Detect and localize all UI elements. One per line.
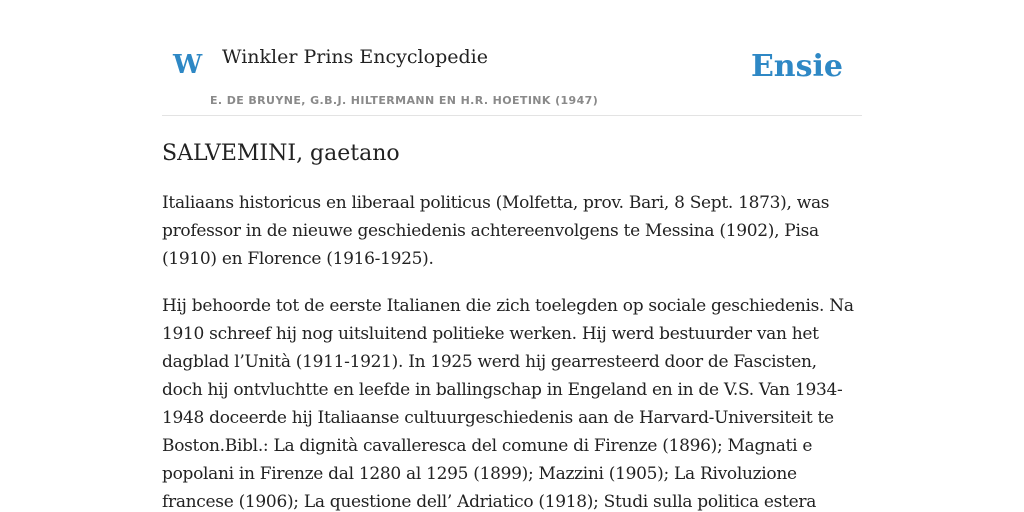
entry-content [162,140,862,512]
winkler-prins-logo-link[interactable]: W [173,50,203,80]
encyclopedia-authors: E. DE BRUYNE, G.B.J. HILTERMANN EN H.R. HOETINK (1947) [210,94,599,107]
encyclopedia-header [162,0,862,116]
entry-paragraph-1: Italiaans historicus en liberaal politicus (Molfetta, prov. Bari, 8 Sept. 1873), was professor in de nieuwe geschiedenis achtereenvolgens te Messina (1902), Pisa (1910) en Florence (1916-1925). [162,192,830,269]
ensie-logo-link[interactable]: Ensie [750,49,843,84]
entry-title: SALVEMINI, gaetano [162,141,400,166]
encyclopedia-title: Winkler Prins Encyclopedie [222,46,488,68]
entry-paragraph-2: Hij behoorde tot de eerste Italianen die zich toelegden op sociale geschiedenis. Na 1910 schreef hij nog uitsluitend politieke werken. Hij werd bestuurder van het dagblad l’Unità (1911-1921). In 1925 werd hij gearresteerd door de Fascisten, doch hij ontvluchtte en leefde in ballingschap in Engeland en in de V.S. Van 1934-1948 doceerde hij Italiaanse cultuurgeschiedenis aan de Harvard-Universiteit te Boston.Bibl.: La dignità cavalleresca del comune di Firenze (1896); Magnati e popolani in Firenze dal 1280 al 1295 (1899); Mazzini (1905); La Rivoluzione francese (1906); La questione dell’ Adriatico (1918); Studi sulla politica estera [162,295,854,512]
